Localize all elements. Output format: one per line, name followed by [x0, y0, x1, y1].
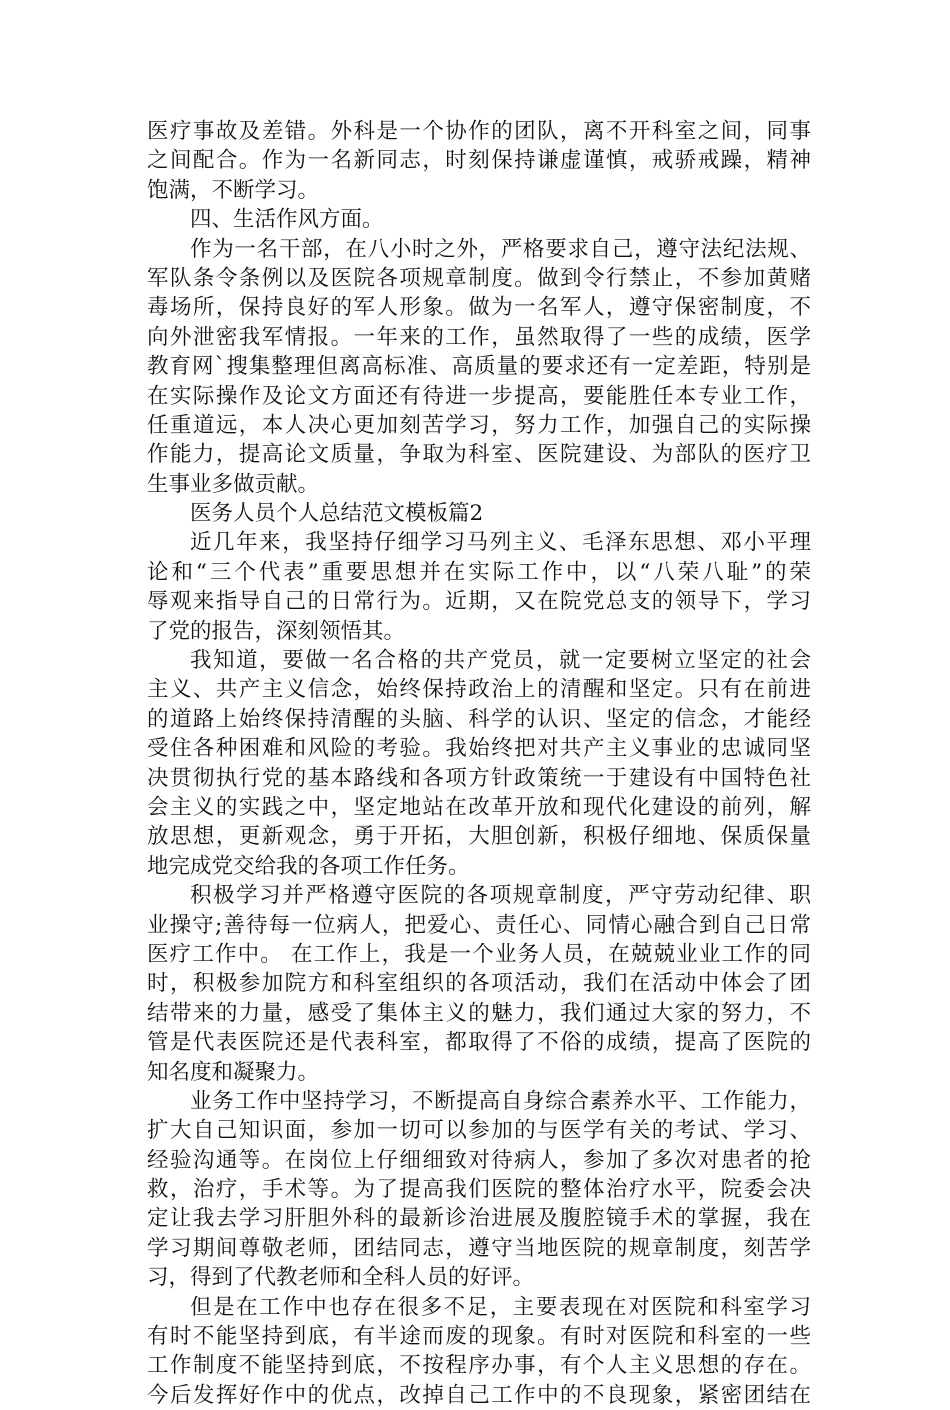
text-line: 工作制度不能坚持到底，不按程序办事，有个人主义思想的存在。 — [147, 1353, 811, 1379]
text-line: 经验沟通等。在岗位上仔细细致对待病人，参加了多次对患者的抢 — [147, 1147, 811, 1173]
text-line: 积极学习并严格遵守医院的各项规章制度，严守劳动纪律、职 — [190, 883, 811, 909]
text-line: 放思想，更新观念，勇于开拓，大胆创新，积极仔细地、保质保量 — [147, 824, 811, 850]
text-line: 地完成党交给我的各项工作任务。 — [147, 853, 470, 879]
text-line: 辱观来指导自己的日常行为。近期，又在院党总支的领导下，学习 — [147, 589, 811, 615]
text-line: 业务工作中坚持学习，不断提高自身综合素养水平、工作能力， — [190, 1088, 811, 1114]
text-line: 主义、共产主义信念，始终保持政治上的清醒和坚定。只有在前进 — [147, 677, 811, 703]
text-line: 受住各种困难和风险的考验。我始终把对共产主义事业的忠诚同坚 — [147, 736, 811, 762]
article-title: 医务人员个人总结范文模板篇2 — [190, 501, 484, 527]
text-line: 任重道远，本人决心更加刻苦学习，努力工作，加强自己的实际操 — [147, 412, 811, 438]
text-line: 军队条令条例以及医院各项规章制度。做到令行禁止，不参加黄赌 — [147, 265, 811, 291]
text-line: 扩大自己知识面，参加一切可以参加的与医学有关的考试、学习、 — [147, 1118, 811, 1144]
text-line: 之间配合。作为一名新同志，时刻保持谦虚谨慎，戒骄戒躁，精神 — [147, 148, 811, 174]
text-line: 饱满，不断学习。 — [147, 177, 320, 203]
text-line: 在实际操作及论文方面还有待进一步提高，要能胜任本专业工作， — [147, 383, 811, 409]
text-line: 决贯彻执行党的基本路线和各项方针政策统一于建设有中国特色社 — [147, 765, 811, 791]
text-line: 作能力，提高论文质量，争取为科室、医院建设、为部队的医疗卫 — [147, 442, 811, 468]
text-line: 但是在工作中也存在很多不足，主要表现在对医院和科室学习 — [190, 1294, 811, 1320]
text-line: 救，治疗，手术等。为了提高我们医院的整体治疗水平，院委会决 — [147, 1177, 811, 1203]
text-line: 医疗工作中。 在工作上，我是一个业务人员，在兢兢业业工作的同 — [147, 941, 811, 967]
text-line: 我知道，要做一名合格的共产党员，就一定要树立坚定的社会 — [190, 648, 811, 674]
text-line: 近几年来，我坚持仔细学习马列主义、毛泽东思想、邓小平理 — [190, 530, 811, 556]
text-line: 时，积极参加院方和科室组织的各项活动，我们在活动中体会了团 — [147, 971, 811, 997]
text-line: 的道路上始终保持清醒的头脑、科学的认识、坚定的信念，才能经 — [147, 706, 811, 732]
text-line: 结带来的力量，感受了集体主义的魅力，我们通过大家的努力，不 — [147, 1000, 811, 1026]
text-line: 定让我去学习肝胆外科的最新诊治进展及腹腔镜手术的掌握，我在 — [147, 1206, 811, 1232]
text-line: 业操守;善待每一位病人，把爱心、责任心、同情心融合到自己日常 — [147, 912, 811, 938]
section-heading: 四、生活作风方面。 — [190, 207, 384, 233]
text-line: 有时不能坚持到底，有半途而废的现象。有时对医院和科室的一些 — [147, 1324, 811, 1350]
document-body — [147, 117, 811, 1410]
text-line: 管是代表医院还是代表科室，都取得了不俗的成绩，提高了医院的 — [147, 1030, 811, 1056]
text-line: 今后发挥好作中的优点，改掉自己工作中的不良现象，紧密团结在 — [147, 1382, 811, 1408]
text-line: 向外泄密我军情报。一年来的工作，虽然取得了一些的成绩，医学 — [147, 324, 811, 350]
text-line: 作为一名干部，在八小时之外，严格要求自己，遵守法纪法规、 — [190, 236, 811, 262]
text-line: 了党的报告，深刻领悟其。 — [147, 618, 406, 644]
text-line: 会主义的实践之中，坚定地站在改革开放和现代化建设的前列，解 — [147, 794, 811, 820]
text-line: 医疗事故及差错。外科是一个协作的团队，离不开科室之间，同事 — [147, 119, 811, 144]
text-line: 习，得到了代教老师和全科人员的好评。 — [147, 1265, 535, 1291]
text-line: 知名度和凝聚力。 — [147, 1059, 320, 1085]
text-line: 生事业多做贡献。 — [147, 471, 320, 497]
text-line: 毒场所，保持良好的军人形象。做为一名军人，遵守保密制度，不 — [147, 295, 811, 321]
text-line: 学习期间尊敬老师，团结同志，遵守当地医院的规章制度，刻苦学 — [147, 1235, 811, 1261]
text-line: 教育网`搜集整理但离高标准、高质量的要求还有一定差距，特别是 — [147, 354, 811, 380]
text-line: 论和“三个代表”重要思想并在实际工作中，以“八荣八耻”的荣 — [147, 559, 811, 585]
